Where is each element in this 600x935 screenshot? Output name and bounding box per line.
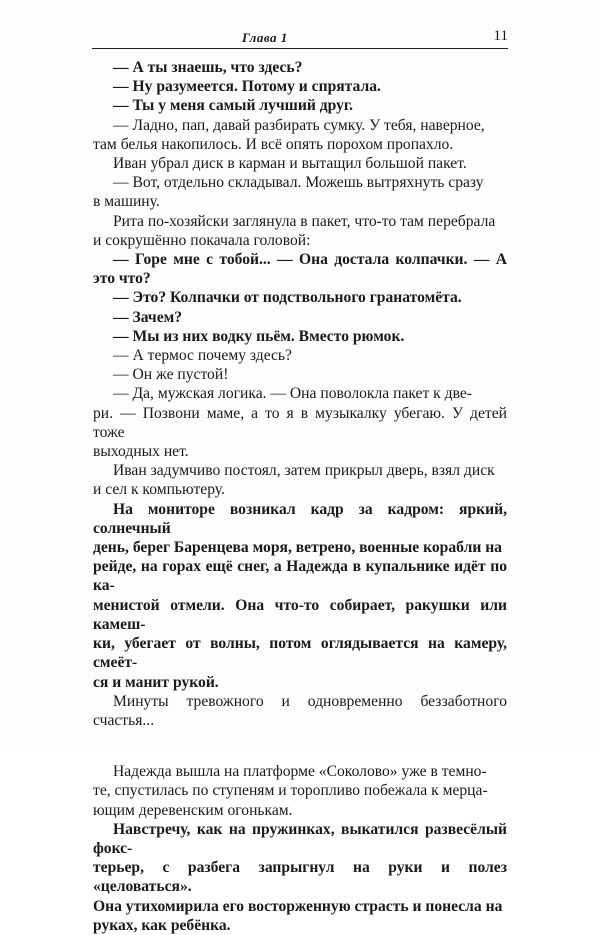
paragraph: — А ты знаешь, что здесь? (113, 59, 303, 76)
paragraph: — Да, мужская логика. — Она поволокла пакет к две- ри. — Позвони маме, а то я в музыкалку убегаю. У детей тоже выходных нет. (93, 385, 507, 461)
paragraph: — Горе мне с тобой... — Она достала колпачки. — А это что? (93, 251, 507, 288)
paragraph: Минуты тревожного и одновременно беззаботного счастья... (93, 692, 507, 729)
chapter-title: Глава 1 (242, 30, 288, 45)
paragraph: — А термос почему здесь? (113, 347, 292, 365)
paragraph: — Зачем? (113, 308, 183, 326)
paragraph: — Ладно, пап, давай разбирать сумку. У тебя, наверное, там белья накопилось. И всё опять порохом пропахло. (93, 116, 485, 153)
paragraph: Надежда вышла на платформе «Соколово» уже в темно- те, спустилась по ступеням и торопливо побежала к мерца- ющим деревенским огонькам. (93, 763, 488, 819)
section-break (93, 730, 507, 762)
header-rule (92, 48, 508, 49)
paragraph: Иван убрал диск в карман и вытащил большой пакет. (113, 155, 467, 173)
paragraph: — Это? Колпачки от подствольного гранатомёта. (113, 289, 462, 307)
paragraph: — Вот, отдельно складывал. Можешь вытряхнуть сразу в машину. (93, 174, 484, 211)
running-header (92, 28, 508, 50)
paragraph: Иван задумчиво постоял, затем прикрыл дверь, взял диск и сел к компьютеру. (93, 462, 495, 499)
paragraph: Навстречу, как на пружинках, выкатился развесёлый фокс- терьер, с разбега запрыгнул на руки и полез «целоваться». Она утихомирила его восторженную страсть и понесла на руках, как ребёнка. (93, 820, 507, 934)
paragraph: На мониторе возникал кадр за кадром: яркий, солнечный день, берег Баренцева моря, ветрено, военные корабли на рейде, на горах ещё снег, а Надежда в купальнике идёт по ка- менистой отмели. Она что-то собирает, ракушки или камеш- ки, убегает от волны, потом оглядывается на камеру, смеёт- ся и манит рукой. (93, 500, 507, 691)
paragraph: — Ну разумеется. Потому и спрятала. (113, 78, 381, 96)
paragraph: — Он же пустой! (113, 366, 229, 384)
body-text (93, 58, 507, 935)
page-number: 11 (493, 28, 508, 44)
paragraph: Рита по-хозяйски заглянула в пакет, что-то там перебрала и сокрушённо покачала головой: (93, 212, 496, 249)
paragraph: — Мы из них водку пьём. Вместо рюмок. (113, 327, 405, 345)
paragraph: — Ты у меня самый лучший друг. (113, 97, 354, 115)
